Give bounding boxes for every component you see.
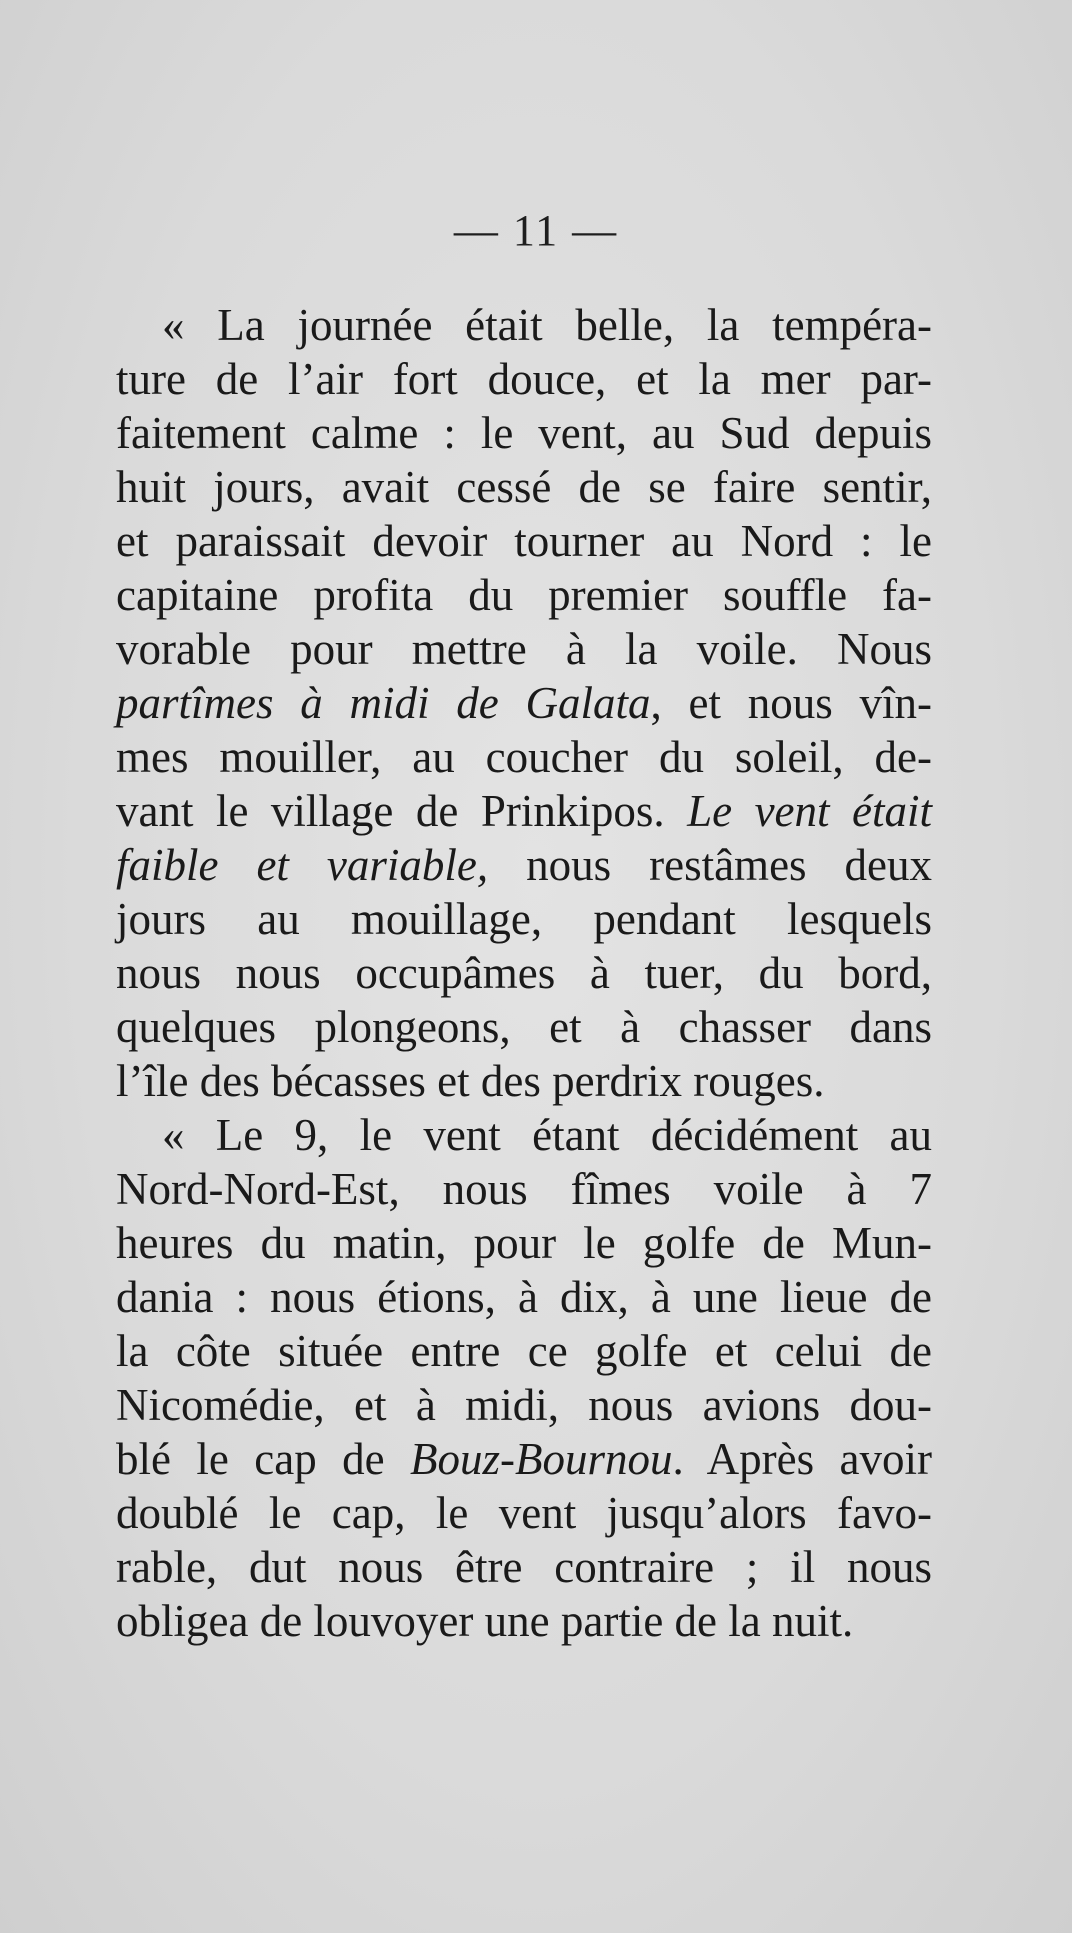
text-segment: mes mouiller, au coucher du soleil, de- bbox=[116, 732, 932, 782]
text-line bbox=[116, 784, 932, 838]
text-line bbox=[116, 1540, 932, 1594]
text-line bbox=[116, 1486, 932, 1540]
text-line bbox=[116, 1054, 932, 1108]
text-segment: vant le village de Prinkipos. bbox=[116, 786, 688, 836]
text-segment: capitaine profita du premier souffle fa- bbox=[116, 570, 932, 620]
text-segment: la côte située entre ce golfe et celui de bbox=[116, 1326, 932, 1376]
text-line bbox=[116, 1108, 932, 1162]
italic-text: Le vent était bbox=[687, 786, 932, 836]
text-line bbox=[116, 1270, 932, 1324]
text-segment: vorable pour mettre à la voile. Nous bbox=[116, 624, 932, 674]
text-segment: faitement calme : le vent, au Sud depuis bbox=[116, 408, 932, 458]
text-segment: l’île des bécasses et des perdrix rouges. bbox=[116, 1056, 825, 1106]
text-line bbox=[116, 730, 932, 784]
text-line bbox=[116, 460, 932, 514]
text-line bbox=[116, 946, 932, 1000]
text-segment: heures du matin, pour le golfe de Mun- bbox=[116, 1218, 932, 1268]
text-line bbox=[116, 1162, 932, 1216]
text-line bbox=[116, 1000, 932, 1054]
text-line bbox=[116, 892, 932, 946]
text-segment: nous nous occupâmes à tuer, du bord, bbox=[116, 948, 932, 998]
italic-text: partîmes à midi de Galata bbox=[116, 678, 651, 728]
italic-text: Bouz-Bournou bbox=[410, 1434, 673, 1484]
text-segment: jours au mouillage, pendant lesquels bbox=[116, 894, 932, 944]
text-segment: , et nous vîn- bbox=[650, 678, 932, 728]
text-line bbox=[116, 622, 932, 676]
text-segment: huit jours, avait cessé de se faire sentir, bbox=[116, 462, 932, 512]
body-text bbox=[116, 298, 932, 1648]
text-line bbox=[116, 406, 932, 460]
text-segment: Nicomédie, et à midi, nous avions dou- bbox=[116, 1380, 932, 1430]
text-segment: blé le cap de bbox=[116, 1434, 410, 1484]
text-line bbox=[116, 1324, 932, 1378]
text-line bbox=[116, 1594, 932, 1648]
text-segment: dania : nous étions, à dix, à une lieue de bbox=[116, 1272, 932, 1322]
text-line bbox=[116, 1378, 932, 1432]
text-segment: obligea de louvoyer une partie de la nuit. bbox=[116, 1596, 854, 1646]
text-segment: quelques plongeons, et à chasser dans bbox=[116, 1002, 932, 1052]
text-segment: ture de l’air fort douce, et la mer par- bbox=[116, 354, 932, 404]
text-line bbox=[116, 1216, 932, 1270]
italic-text: faible et variable, bbox=[116, 840, 489, 890]
page-number: — 11 — bbox=[453, 206, 619, 255]
text-line bbox=[116, 1432, 932, 1486]
text-line bbox=[116, 298, 932, 352]
text-segment: « Le 9, le vent étant décidément au bbox=[162, 1110, 932, 1160]
text-line bbox=[116, 676, 932, 730]
text-segment: « La journée était belle, la tempéra- bbox=[162, 300, 932, 350]
text-segment: nous restâmes deux bbox=[488, 840, 933, 890]
text-segment: . Après avoir bbox=[672, 1434, 933, 1484]
text-line bbox=[116, 514, 932, 568]
text-segment: Nord-Nord-Est, nous fîmes voile à 7 bbox=[116, 1164, 932, 1214]
text-segment: et paraissait devoir tourner au Nord : le bbox=[116, 516, 932, 566]
text-line bbox=[116, 352, 932, 406]
text-line bbox=[116, 838, 932, 892]
text-line bbox=[116, 568, 932, 622]
text-segment: doublé le cap, le vent jusqu’alors favo- bbox=[116, 1488, 932, 1538]
text-segment: rable, dut nous être contraire ; il nous bbox=[116, 1542, 932, 1592]
